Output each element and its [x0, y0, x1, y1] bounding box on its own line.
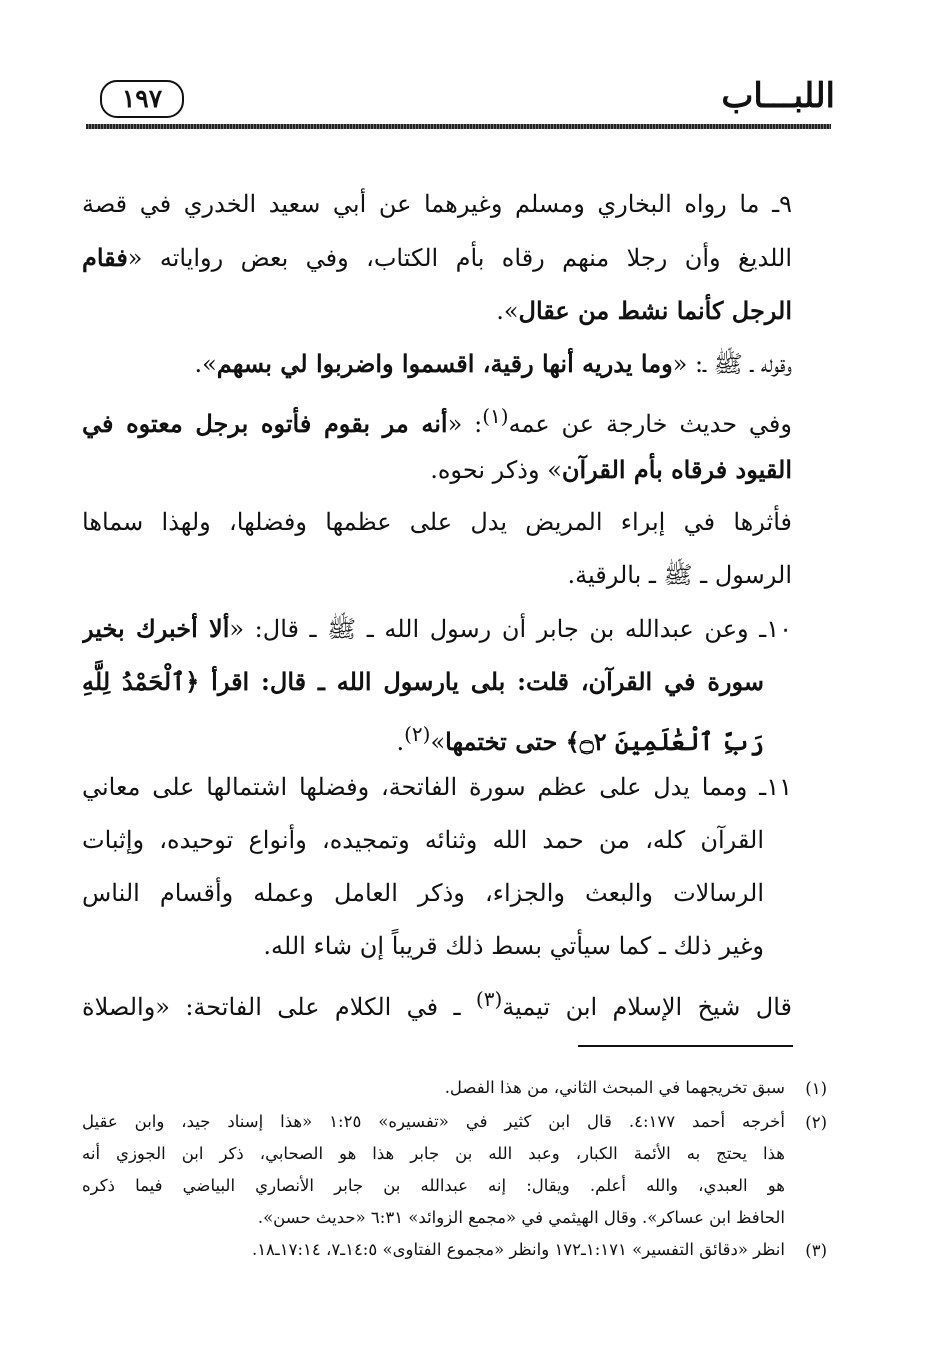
footnote-number: (٣) [805, 1241, 827, 1260]
footnote-line: الحافظ ابن عساكر». وقال الهيثمي في «مجمع الزوائد» ٦:٣١ «حديث حسن». [257, 1208, 785, 1227]
page-number: ١٩٧ [100, 80, 184, 118]
text-line: القيود فرقاه بأم القرآن» وذكر نحوه. [430, 455, 792, 484]
text-line: ٩ـ ما رواه البخاري ومسلم وغيرهما عن أبي سعيد الخدري في قصة [82, 190, 792, 218]
header-divider [86, 124, 831, 129]
footnote-divider [578, 1045, 793, 1047]
footnote-number: (١) [805, 1079, 827, 1098]
footnotes [82, 1072, 827, 1268]
text-line: القرآن كله، من حمد الله وثنائه وتمجيده، وأنواع توحيده، وإثبات [82, 826, 764, 854]
footnote-line: سبق تخريجهما في المبحث الثاني، من هذا الفصل. [444, 1078, 785, 1097]
text-line: رَبِّ ٱلْعَٰلَمِينَ ۝٢﴾ حتى تختمها»$^{(٢)}$. [396, 722, 764, 756]
footnote-ref: (٣) [475, 987, 503, 1011]
footnote [82, 1106, 827, 1234]
text-line: ١٠ـ وعن عبدالله بن جابر أن رسول الله ـ ﷺ ـ قال: «ألا أخبرك بخير [82, 614, 792, 643]
text-line: اللديغ وأن رجلا منهم رقاه بأم الكتاب، وفي بعض رواياته «فقام [82, 243, 792, 272]
main-text [82, 178, 792, 1026]
text-line: الرجل كأنما نشط من عقال». [496, 296, 792, 325]
footnote-ref: (٢) [404, 722, 431, 746]
footnote-line: انظر «دقائق التفسير» ١:١٧١ـ١٧٢ وانظر «مجموع الفتاوى» ١٤:٥ـ٧، ١٧:١٤ـ١٨. [251, 1240, 785, 1259]
footnote [82, 1072, 827, 1106]
text-line: سورة في القرآن، قلت: بلى يارسول الله ـ قال: اقرأ ﴿ٱلْحَمْدُ لِلَّهِ [82, 667, 764, 696]
text-line: الرسول ـ ﷺ ـ بالرقية. [567, 561, 792, 589]
footnote-line: هو العبدي، والله أعلم. ويقال: إنه عبدالله بن جابر الأنصاري البياضي فيما ذكره [82, 1176, 785, 1195]
text-line: وقوله ـ ﷺ ـ: «وما يدريه أنها رقية، اقسموا واضربوا لي بسهم». [194, 349, 792, 378]
running-header-title: اللبـــاب [721, 76, 835, 116]
footnote-ref: (١) [482, 404, 509, 428]
text-line: فأثرها في إبراء المريض يدل على عظمها وفضلها، ولهذا سماها [82, 508, 792, 536]
text-line: ١١ـ ومما يدل على عظم سورة الفاتحة، وفضلها اشتمالها على معاني [82, 773, 792, 801]
footnote [82, 1234, 827, 1268]
text-line: قال شيخ الإسلام ابن تيمية$^{(٣)}$ ـ في الكلام على الفاتحة: «والصلاة [82, 987, 792, 1021]
footnote-line: هذا يحتج به الأئمة الكبار، وعبد الله بن جابر هذا هو الصحابي، ذكر ابن الجوزي أنه [82, 1144, 785, 1163]
footnote-line: أخرجه أحمد ٤:١٧٧. قال ابن كثير في «تفسيره» ١:٢٥ «هذا إسناد جيد، وابن عقيل [82, 1112, 785, 1131]
text-line: وغير ذلك ـ كما سيأتي بسط ذلك قريباً إن شاء الله. [263, 932, 764, 960]
text-line: الرسالات والبعث والجزاء، وذكر العامل وعمله وأقسام الناس [82, 879, 764, 907]
footnote-number: (٢) [805, 1113, 827, 1132]
text-line: وفي حديث خارجة عن عمه$^{(١)}$: «أنه مر بقوم فأتوه برجل معتوه في [82, 404, 792, 438]
